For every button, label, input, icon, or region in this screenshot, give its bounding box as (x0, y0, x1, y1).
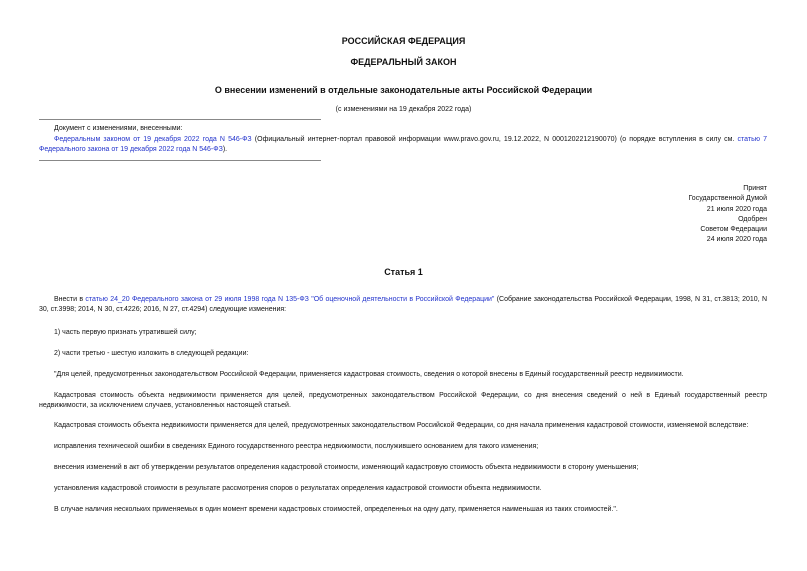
paragraph: "Для целей, предусмотренных законодательством Российской Федерации, применяется кадастровая стоимость, сведения о которой внесены в Единый государственный реестр недвижимости. (54, 371, 684, 378)
law-type-heading: ФЕДЕРАЛЬНЫЙ ЗАКОН (350, 57, 457, 67)
paragraph: Кадастровая стоимость объекта недвижимости применяется для целей, предусмотренных законодательством Российской Федерации, со дня внесения сведений о ней в Единый государственный реестр недвижимости, за исключением случаев, установленных настоящей статьей. (39, 392, 767, 409)
paragraph: установления кадастровой стоимости в результате рассмотрения споров о результатах определения кадастровой стоимости объекта недвижимости. (54, 485, 542, 492)
bottom-divider (39, 160, 321, 161)
adoption-line: Принят (743, 185, 767, 192)
amending-law-link-2[interactable]: Федерального закона от 19 декабря 2022 года N 546-ФЗ (39, 146, 223, 153)
adoption-line: Одобрен (738, 215, 767, 223)
paragraph: внесения изменений в акт об утверждении результатов определения кадастровой стоимости, изменяющий кадастровую стоимость объекта недвижимости в сторону уменьшения; (54, 464, 639, 471)
top-divider (39, 119, 321, 120)
adoption-line: Государственной Думой (688, 195, 767, 203)
amendments-block (39, 135, 767, 155)
article-title: Статья 1 (384, 267, 423, 277)
law-135-fz-link[interactable]: статью 24_20 Федерального закона от 29 июля 1998 года N 135-ФЗ "Об оценочной деятельности в Российской Федерации" (85, 296, 495, 303)
adoption-line: 24 июля 2020 года (706, 236, 767, 244)
paragraph: 2) части третью - шестую изложить в следующей редакции: (54, 350, 249, 357)
paragraph: В случае наличия нескольких применяемых в один момент времени кадастровых стоимостей, определенных на одну дату, применяется наименьшая из таких стоимостей.". (54, 506, 618, 513)
article-intro (39, 295, 767, 315)
paragraph: Кадастровая стоимость объекта недвижимости применяется для целей, предусмотренных законодательством Российской Федерации, со дня начала применения кадастровой стоимости, изменяемой вследствие: (54, 422, 749, 429)
revision-note: (с изменениями на 19 декабря 2022 года) (335, 106, 472, 113)
article-intro-pre: Внести в (54, 296, 86, 303)
document-title: О внесении изменений в отдельные законодательные акты Российской Федерации (214, 85, 593, 95)
amendments-source-text: (Официальный интернет-портал правовой информации www.pravo.gov.ru, 19.12.2022, N 0001202212190070) (о порядке вступления в силу см. (251, 136, 738, 143)
article-intro-post: (Собрание законодательства Российской Федерации, 1998, N 31, ст.3813; 2010, N 30, ст.3998; 2014, N 30, ст.4226; 2016, N 27, ст.4294) следующие изменения: (39, 296, 768, 313)
adoption-line: Советом Федерации (700, 226, 767, 234)
adoption-block (688, 184, 767, 246)
adoption-line: 21 июля 2020 года (706, 205, 767, 213)
amendments-intro: Документ с изменениями, внесенными: (54, 125, 183, 132)
paragraph: 1) часть первую признать утратившей силу; (54, 329, 197, 336)
article-7-link[interactable]: статью 7 (737, 136, 767, 143)
amendments-close-text: ). (222, 146, 228, 153)
amending-law-link[interactable]: Федеральным законом от 19 декабря 2022 года N 546-ФЗ (54, 136, 252, 143)
country-heading: РОССИЙСКАЯ ФЕДЕРАЦИЯ (341, 36, 466, 46)
paragraph: исправления технической ошибки в сведениях Единого государственного реестра недвижимости, послужившего основанием для такого изменения; (54, 443, 539, 450)
